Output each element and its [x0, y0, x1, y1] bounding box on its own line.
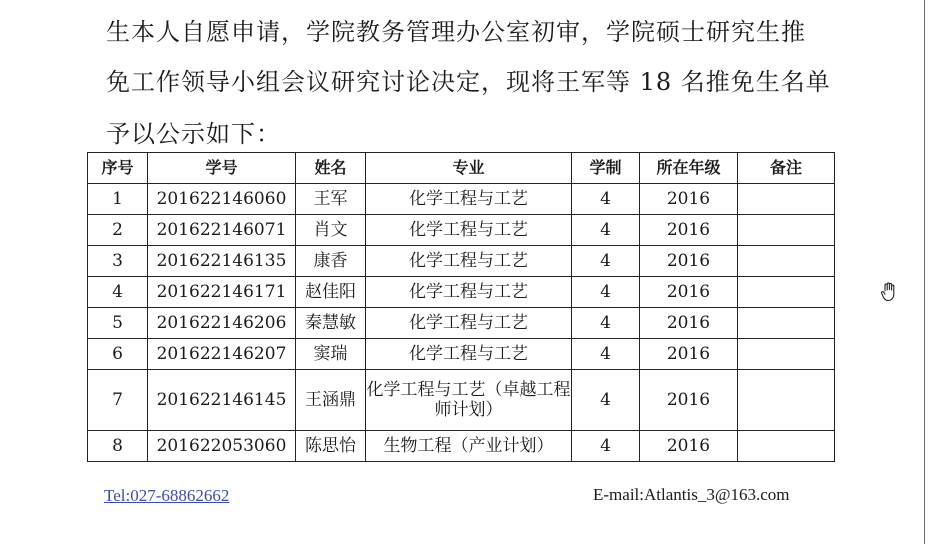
cell-grade: 2016 [640, 431, 738, 462]
cell-name: 肖文 [296, 215, 366, 246]
cell-note [738, 339, 835, 370]
cell-name: 康香 [296, 246, 366, 277]
table-row [88, 370, 835, 431]
header-no: 序号 [88, 153, 148, 184]
header-id: 学号 [148, 153, 296, 184]
cell-name: 赵佳阳 [296, 277, 366, 308]
table-header-row [88, 153, 835, 184]
header-grade: 所在年级 [640, 153, 738, 184]
cell-years: 4 [572, 339, 640, 370]
table-row [88, 339, 835, 370]
cell-grade: 2016 [640, 308, 738, 339]
header-years: 学制 [572, 153, 640, 184]
cell-major: 化学工程与工艺 [366, 184, 572, 215]
contact-email: E-mail:Atlantis_3@163.com [593, 485, 790, 504]
cell-no: 7 [88, 370, 148, 431]
header-name: 姓名 [296, 153, 366, 184]
cell-name: 陈思怡 [296, 431, 366, 462]
cell-note [738, 184, 835, 215]
cell-no: 5 [88, 308, 148, 339]
cell-name: 秦慧敏 [296, 308, 366, 339]
paragraph-line-2: 免工作领导小组会议研究讨论决定，现将王军等 18 名推免生名单 [106, 68, 831, 96]
cell-note [738, 246, 835, 277]
cell-no: 2 [88, 215, 148, 246]
cell-no: 3 [88, 246, 148, 277]
cell-note [738, 370, 835, 431]
cell-years: 4 [572, 431, 640, 462]
header-note: 备注 [738, 153, 835, 184]
cell-grade: 2016 [640, 370, 738, 431]
cell-id: 201622053060 [148, 431, 296, 462]
cell-major: 化学工程与工艺 [366, 215, 572, 246]
cell-major: 化学工程与工艺 [366, 246, 572, 277]
cell-name: 窦瑞 [296, 339, 366, 370]
header-major: 专业 [366, 153, 572, 184]
cell-id: 201622146135 [148, 246, 296, 277]
table-row [88, 308, 835, 339]
cell-no: 6 [88, 339, 148, 370]
cell-major: 化学工程与工艺 [366, 277, 572, 308]
cell-years: 4 [572, 246, 640, 277]
cell-name: 王军 [296, 184, 366, 215]
page-edge-rule [924, 0, 925, 544]
cell-major: 化学工程与工艺（卓越工程师计划） [366, 370, 572, 431]
cell-major: 生物工程（产业计划） [366, 431, 572, 462]
cell-id: 201622146206 [148, 308, 296, 339]
cell-no: 1 [88, 184, 148, 215]
cell-id: 201622146060 [148, 184, 296, 215]
cell-grade: 2016 [640, 184, 738, 215]
cell-major: 化学工程与工艺 [366, 339, 572, 370]
table-row [88, 184, 835, 215]
table-row [88, 246, 835, 277]
paragraph-line-3: 予以公示如下： [106, 120, 281, 148]
cell-note [738, 308, 835, 339]
cell-name: 王涵鼎 [296, 370, 366, 431]
paragraph-line-1: 生本人自愿申请，学院教务管理办公室初审，学院硕士研究生推 [106, 18, 806, 46]
cell-years: 4 [572, 215, 640, 246]
cell-id: 201622146171 [148, 277, 296, 308]
cell-note [738, 277, 835, 308]
cell-grade: 2016 [640, 277, 738, 308]
cell-grade: 2016 [640, 215, 738, 246]
cell-id: 201622146071 [148, 215, 296, 246]
cell-note [738, 431, 835, 462]
contact-phone-link[interactable]: Tel:027-68862662 [104, 486, 230, 505]
table-row [88, 277, 835, 308]
cell-years: 4 [572, 184, 640, 215]
cell-no: 8 [88, 431, 148, 462]
cell-years: 4 [572, 277, 640, 308]
table-row [88, 431, 835, 462]
hand-cursor-icon [880, 282, 898, 302]
student-roster-table [87, 152, 835, 462]
cell-note [738, 215, 835, 246]
cell-years: 4 [572, 308, 640, 339]
cell-major: 化学工程与工艺 [366, 308, 572, 339]
cell-years: 4 [572, 370, 640, 431]
table-row [88, 215, 835, 246]
cell-id: 201622146145 [148, 370, 296, 431]
cell-grade: 2016 [640, 246, 738, 277]
cell-grade: 2016 [640, 339, 738, 370]
cell-no: 4 [88, 277, 148, 308]
cell-id: 201622146207 [148, 339, 296, 370]
